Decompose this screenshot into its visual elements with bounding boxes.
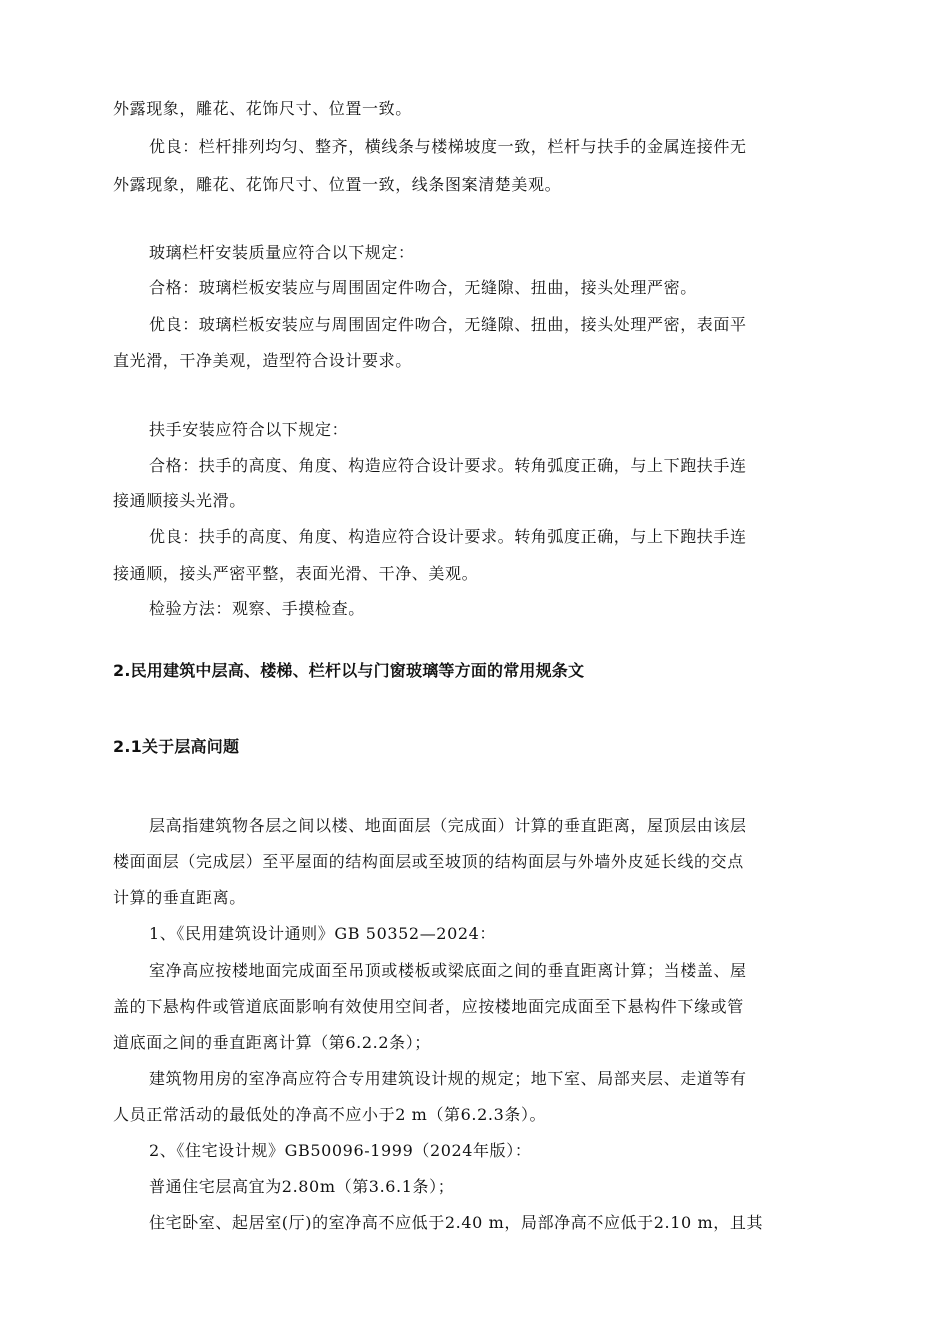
paragraph-line: 盖的下悬构件或管道底面影响有效使用空间者，应按楼地面完成面至下悬构件下缘或管 xyxy=(113,997,744,1016)
paragraph-line: 合格：玻璃栏板安装应与周围固定件吻合，无缝隙、扭曲，接头处理严密。 xyxy=(149,278,697,297)
paragraph-line: 人员正常活动的最低处的净高不应小于2 m（第6.2.3条）。 xyxy=(113,1105,547,1124)
paragraph-line: 优良：栏杆排列均匀、整齐，横线条与楼梯坡度一致，栏杆与扶手的金属连接件无 xyxy=(149,137,747,156)
subsection-heading: 2.1关于层高问题 xyxy=(113,737,240,756)
paragraph-line: 建筑物用房的室净高应符合专用建筑设计规的规定；地下室、局部夹层、走道等有 xyxy=(149,1069,747,1088)
paragraph-line: 检验方法：观察、手摸检查。 xyxy=(149,599,365,618)
section-heading: 2.民用建筑中层高、楼梯、栏杆以与门窗玻璃等方面的常用规条文 xyxy=(113,661,585,680)
paragraph-line: 直光滑，干净美观，造型符合设计要求。 xyxy=(113,351,412,370)
paragraph-line: 外露现象，雕花、花饰尺寸、位置一致。 xyxy=(113,99,412,118)
paragraph-line: 计算的垂直距离。 xyxy=(113,888,246,907)
paragraph-line: 优良：玻璃栏板安装应与周围固定件吻合，无缝隙、扭曲，接头处理严密，表面平 xyxy=(149,315,747,334)
paragraph-line: 合格：扶手的高度、角度、构造应符合设计要求。转角弧度正确，与上下跑扶手连 xyxy=(149,456,747,475)
paragraph-line: 普通住宅层高宜为2.80m（第3.6.1条）； xyxy=(149,1177,455,1196)
paragraph-line: 楼面面层（完成层）至平屋面的结构面层或至坡顶的结构面层与外墙外皮延长线的交点 xyxy=(113,852,744,871)
paragraph-line: 外露现象，雕花、花饰尺寸、位置一致，线条图案清楚美观。 xyxy=(113,175,562,194)
paragraph-line: 层高指建筑物各层之间以楼、地面面层（完成面）计算的垂直距离，屋顶层由该层 xyxy=(149,816,747,835)
paragraph-line: 接通顺，接头严密平整，表面光滑、干净、美观。 xyxy=(113,564,479,583)
paragraph-line: 道底面之间的垂直距离计算（第6.2.2条）； xyxy=(113,1033,431,1052)
paragraph-line: 优良：扶手的高度、角度、构造应符合设计要求。转角弧度正确，与上下跑扶手连 xyxy=(149,527,747,546)
paragraph-line: 1、《民用建筑设计通则》GB 50352—2024： xyxy=(149,924,497,943)
paragraph-line: 接通顺接头光滑。 xyxy=(113,491,246,510)
paragraph-line: 玻璃栏杆安装质量应符合以下规定： xyxy=(149,243,415,262)
paragraph-line: 扶手安装应符合以下规定： xyxy=(149,420,349,439)
paragraph-line: 室净高应按楼地面完成面至吊顶或楼板或梁底面之间的垂直距离计算；当楼盖、屋 xyxy=(149,961,747,980)
paragraph-line: 住宅卧室、起居室(厅)的室净高不应低于2.40 m，局部净高不应低于2.10 m，且其 xyxy=(149,1213,764,1232)
paragraph-line: 2、《住宅设计规》GB50096-1999（2024年版）： xyxy=(149,1141,532,1160)
